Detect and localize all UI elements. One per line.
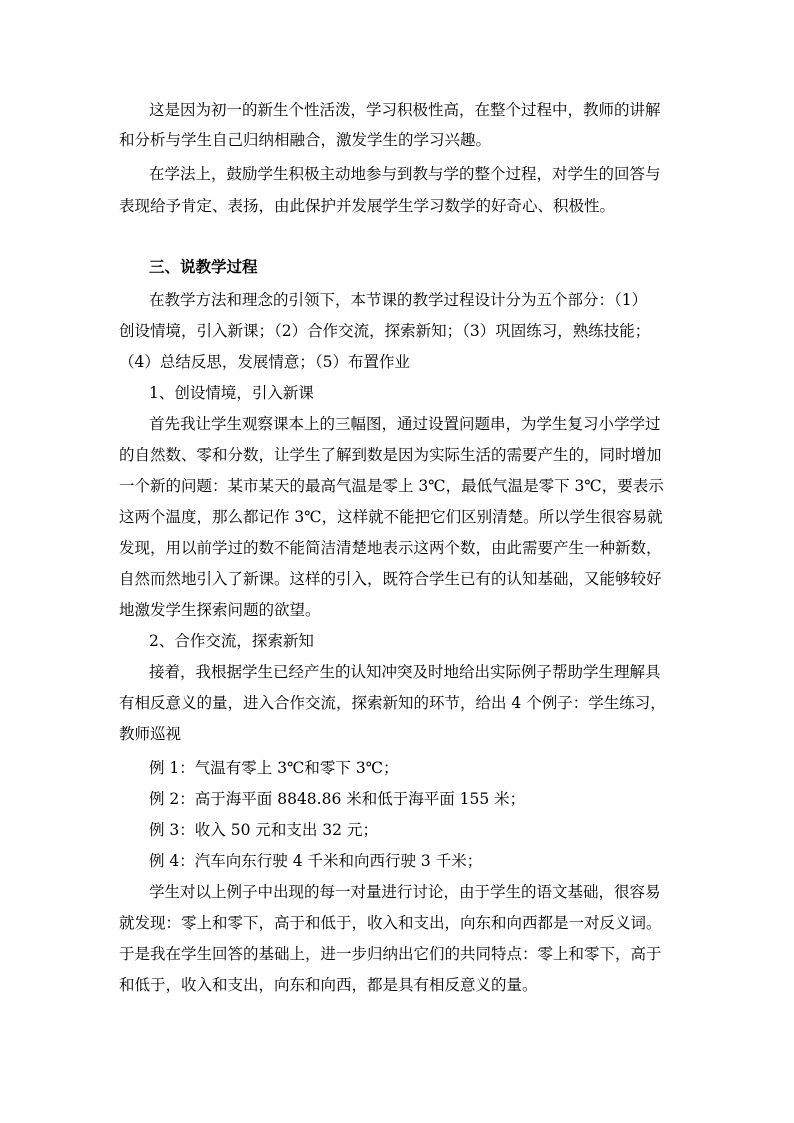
- example-line: 例 4：汽车向东行驶 4 千米和向西行驶 3 千米；: [149, 852, 483, 870]
- example-line: 例 3：收入 50 元和支出 32 元；: [149, 821, 378, 839]
- paragraph-line: 就发现：零上和零下，高于和低于，收入和支出，向东和向西都是一对反义词。: [119, 914, 662, 932]
- example-line: 例 1：气温有零上 3℃和零下 3℃；: [149, 759, 399, 777]
- paragraph-line: 接着，我根据学生已经产生的认知冲突及时地给出实际例子帮助学生理解具: [149, 663, 661, 681]
- paragraph-line: 有相反意义的量，进入合作交流，探索新知的环节，给出 4 个例子：学生练习，: [119, 694, 666, 712]
- paragraph-line: 首先我让学生观察课本上的三幅图，通过设置问题串，为学生复习小学学过: [149, 415, 661, 433]
- paragraph-line: 发现，用以前学过的数不能简洁清楚地表示这两个数，由此需要产生一种新数，: [119, 539, 662, 557]
- paragraph-line: 在教学方法和理念的引领下，本节课的教学过程设计分为五个部分：（1）: [149, 291, 648, 309]
- paragraph-line: 一个新的问题：某市某天的最高气温是零上 3℃，最低气温是零下 3℃，要表示: [119, 477, 664, 495]
- paragraph-line: 教师巡视: [119, 725, 182, 743]
- paragraph-line: 地激发学生探索问题的欲望。: [119, 601, 321, 619]
- paragraph-line: 于是我在学生回答的基础上，进一步归纳出它们的共同特点：零上和零下，高于: [119, 945, 662, 963]
- paragraph-line: 创设情境，引入新课；（2）合作交流，探索新知；（3）巩固练习，熟练技能；: [119, 322, 651, 340]
- paragraph-line: 这是因为初一的新生个性活泼，学习积极性高，在整个过程中，教师的讲解: [149, 101, 661, 119]
- section-heading: 三、说教学过程: [149, 257, 258, 276]
- paragraph-line: 学生对以上例子中出现的每一对量进行讨论，由于学生的语文基础，很容易: [149, 883, 661, 901]
- subsection-title: 1、创设情境，引入新课: [149, 384, 314, 402]
- paragraph-line: 和低于，收入和支出，向东和向西，都是具有相反意义的量。: [119, 976, 538, 994]
- paragraph-line: 表现给予肯定、表扬，由此保护并发展学生学习数学的好奇心、积极性。: [119, 197, 616, 215]
- paragraph-line: 自然而然地引入了新课。这样的引入，既符合学生已有的认知基础，又能够较好: [119, 570, 662, 588]
- paragraph-line: 这两个温度，那么都记作 3℃，这样就不能把它们区别清楚。所以学生很容易就: [119, 508, 663, 526]
- paragraph-line: 在学法上，鼓励学生积极主动地参与到教与学的整个过程，对学生的回答与: [149, 165, 661, 183]
- example-line: 例 2：高于海平面 8848.86 米和低于海平面 155 米；: [149, 790, 526, 808]
- paragraph-line: 的自然数、零和分数，让学生了解到数是因为实际生活的需要产生的，同时增加: [119, 446, 662, 464]
- subsection-title: 2、合作交流，探索新知: [149, 632, 314, 650]
- paragraph-line: 和分析与学生自己归纳相融合，激发学生的学习兴趣。: [119, 131, 492, 149]
- paragraph-line: （4）总结反思，发展情意；（5）布置作业: [119, 353, 410, 371]
